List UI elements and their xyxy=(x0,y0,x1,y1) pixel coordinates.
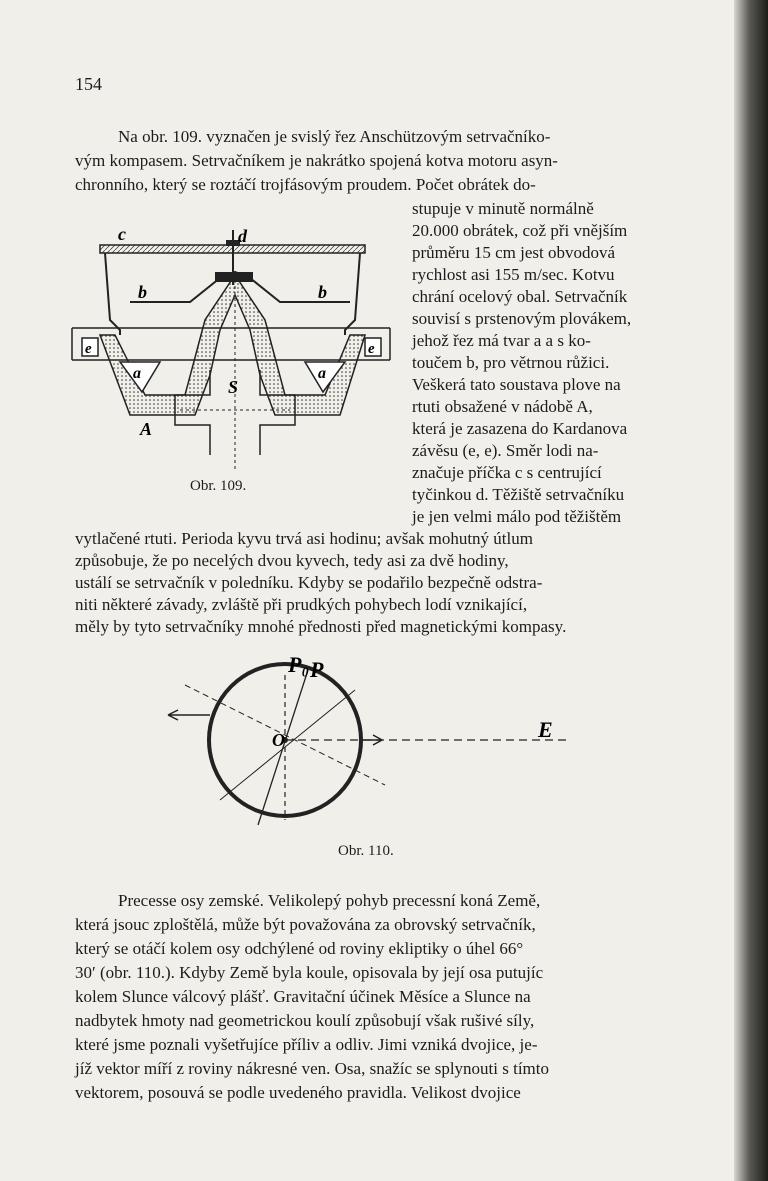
arrow-left xyxy=(168,710,210,720)
text-line: která jsouc zploštělá, může být považována za obrovský setrvačník, xyxy=(75,915,536,934)
text-line: měly by tyto setrvačníky mnohé přednosti před magnetickými kompasy. xyxy=(75,617,567,636)
label-E: E xyxy=(538,717,553,742)
text-line: chronního, který se roztáčí trojfásovým proudem. Počet obrátek do- xyxy=(75,175,536,194)
figure-110-precession xyxy=(160,650,590,835)
text-line: tyčinkou d. Těžiště setrvačníku xyxy=(412,485,625,504)
text-line: ustálí se setrvačník v poledníku. Kdyby se podařilo bezpečně odstra- xyxy=(75,573,543,592)
figure-110-caption: Obr. 110. xyxy=(338,843,394,859)
text-line: Na obr. 109. vyznačen je svislý řez Anschützovým setrvačníko- xyxy=(118,127,551,146)
text-line: závěsu (e, e). Směr lodi na- xyxy=(412,441,599,460)
text-line: vektorem, posouvá se podle uvedeného pravidla. Velikost dvojice xyxy=(75,1083,521,1102)
diagonal-2 xyxy=(220,690,355,800)
text-line: nadbytek hmoty nad geometrickou koulí způsobují však rušivé síly, xyxy=(75,1011,535,1030)
label-P: P xyxy=(310,657,324,682)
text-line: které jsme poznali vyšetřujíce příliv a odliv. Jimi vzniká dvojice, je- xyxy=(75,1035,538,1054)
text-line: Veškerá tato soustava plove na xyxy=(412,375,621,394)
label-b-right: b xyxy=(318,282,327,302)
label-e-right: e xyxy=(368,341,375,357)
text-line: jehož řez má tvar a a s ko- xyxy=(412,331,591,350)
text-line: niti některé závady, zvláště při prudkých pohybech lodí vznikající, xyxy=(75,595,528,614)
label-c: c xyxy=(118,224,126,244)
text-line: rychlost asi 155 m/sec. Kotvu xyxy=(412,265,615,284)
text-line: způsobuje, že po necelých dvou kyvech, tedy asi za dvě hodiny, xyxy=(75,551,509,570)
page-edge-shadow xyxy=(734,0,768,1181)
arrow-right xyxy=(360,735,382,745)
label-O: O xyxy=(272,730,285,750)
text-line: značuje příčka c s centrující xyxy=(412,463,602,482)
text-line: která je zasazena do Kardanova xyxy=(412,419,628,438)
text-line: průměru 15 cm jest obvodová xyxy=(412,243,616,262)
label-S: S xyxy=(228,377,239,397)
text-line: 30′ (obr. 110.). Kdyby Země byla koule, opisovala by její osa putujíc xyxy=(75,963,544,982)
figure-109-caption: Obr. 109. xyxy=(190,478,247,494)
page-number: 154 xyxy=(75,74,102,94)
text-line: chrání ocelový obal. Setrvačník xyxy=(412,287,628,306)
label-b-left: b xyxy=(138,282,147,302)
text-line: 20.000 obrátek, což při vnějším xyxy=(412,221,628,240)
label-d: d xyxy=(238,226,247,246)
text-line: Precesse osy zemské. Velikolepý pohyb precessní koná Země, xyxy=(118,891,541,910)
text-line: vytlačené rtuti. Perioda kyvu trvá asi hodinu; avšak mohutný útlum xyxy=(75,529,533,548)
text-line: je jen velmi málo pod těžištěm xyxy=(412,507,622,526)
text-line: rtuti obsažené v nádobě A, xyxy=(412,397,593,416)
label-P0: P₀ xyxy=(288,652,310,677)
text-line: kolem Slunce válcový plášť. Gravitační účinek Měsíce a Slunce na xyxy=(75,987,531,1006)
label-a-left: a xyxy=(133,365,141,382)
figure-109-gyrocompass xyxy=(60,210,400,475)
text-line: který se otáčí kolem osy odchýlené od roviny ekliptiky o úhel 66° xyxy=(75,939,524,958)
text-line: stupuje v minutě normálně xyxy=(412,199,594,218)
text-line: jíž vektor míří z roviny nákresné ven. Osa, snažíc se splynouti s tímto xyxy=(75,1059,550,1078)
text-line: vým kompasem. Setrvačníkem je nakrátko spojená kotva motoru asyn- xyxy=(75,151,558,170)
text-line: toučem b, pro větrnou růžici. xyxy=(412,353,610,372)
label-e-left: e xyxy=(85,341,92,357)
label-a-right: a xyxy=(318,365,326,382)
label-A: A xyxy=(140,419,153,439)
text-line: souvisí s prstenovým plovákem, xyxy=(412,309,632,328)
